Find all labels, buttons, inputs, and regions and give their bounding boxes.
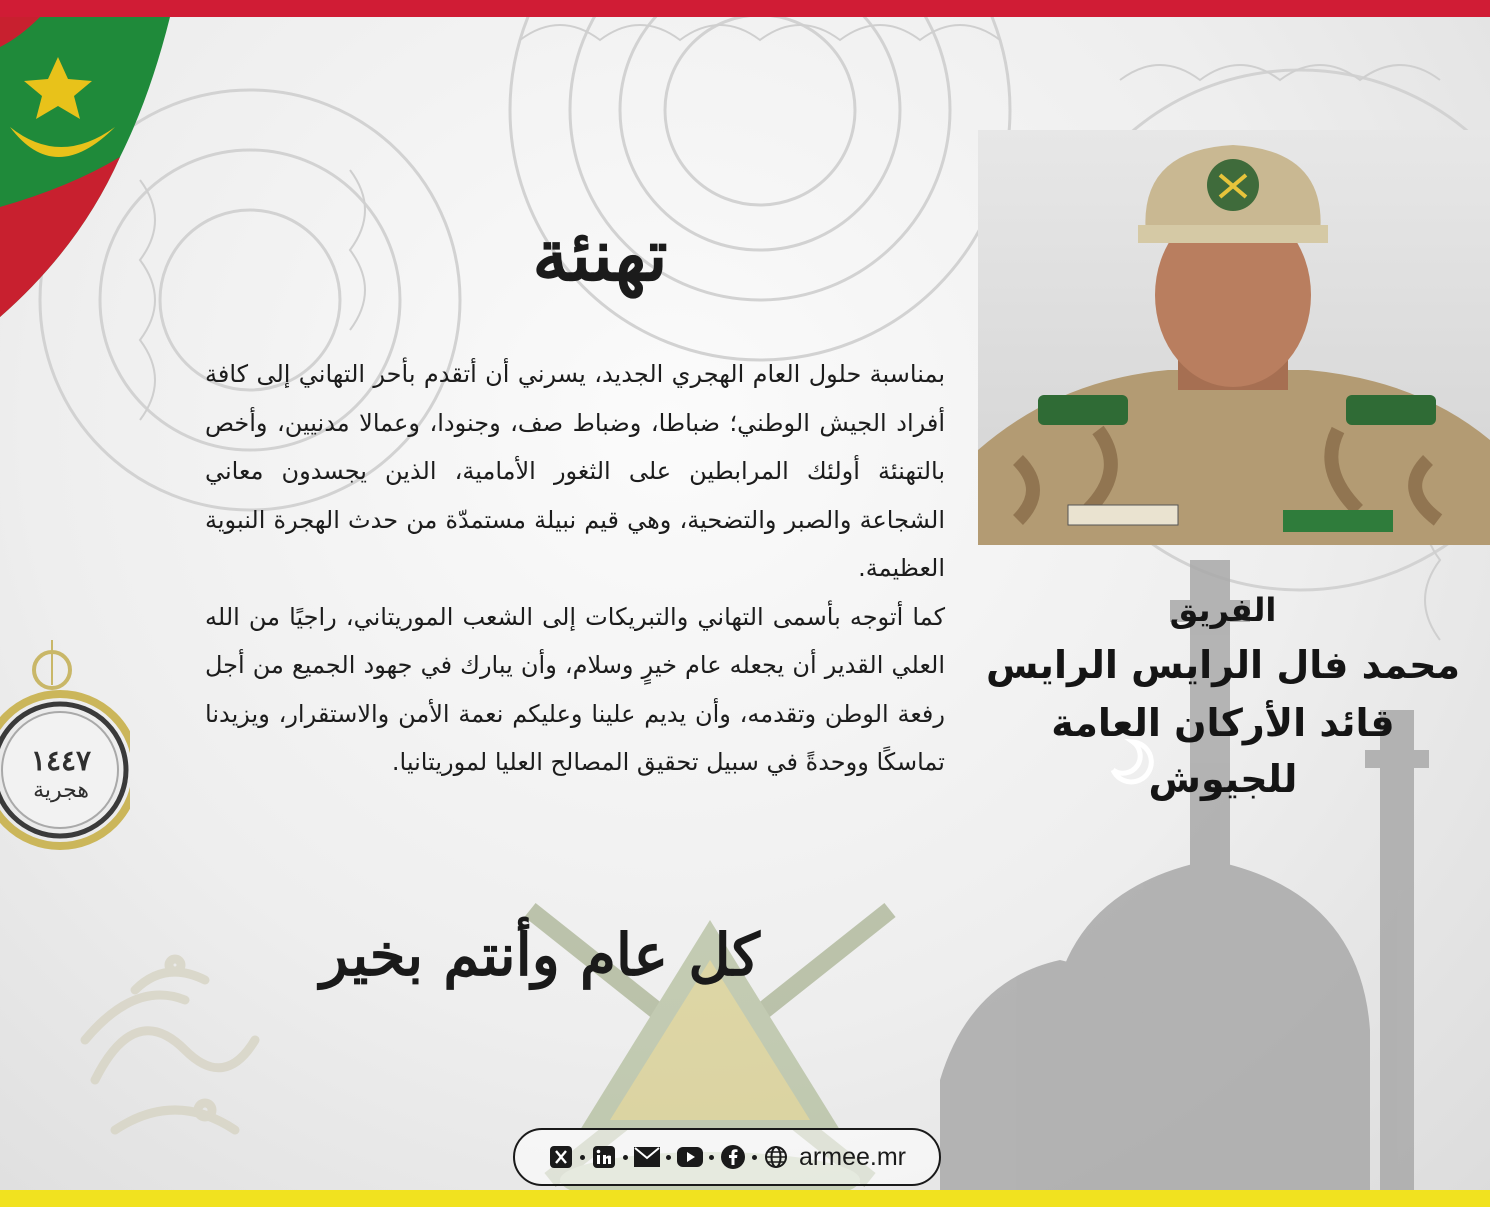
signature-name: محمد فال الرايس الرايس bbox=[985, 643, 1461, 687]
x-icon[interactable] bbox=[548, 1144, 574, 1170]
medallion-text bbox=[16, 745, 106, 805]
globe-icon bbox=[763, 1144, 789, 1170]
greeting-letter bbox=[205, 350, 945, 787]
mauritania-flag bbox=[0, 17, 200, 337]
youtube-icon[interactable] bbox=[677, 1144, 703, 1170]
hijri-year: ١٤٤٧ bbox=[30, 744, 92, 777]
top-color-bar bbox=[0, 0, 1490, 17]
signature-block bbox=[978, 585, 1468, 807]
mail-icon[interactable] bbox=[634, 1144, 660, 1170]
social-links-bar bbox=[513, 1128, 941, 1186]
letter-paragraph-1: بمناسبة حلول العام الهجري الجديد، يسرني أن أتقدم بأحر التهاني إلى كافة أفراد الجيش الوطني؛ ضباطا، وضباط صف، وجنودا، وعمالا مدنيين، وأخص بالتهنئة أولئك المرابطين على الثغور الأمامية، الذين يجسدون معاني الشجاعة والصبر والتضحية، وهي قيم نبيلة مستمدّة من حدث الهجرة النبوية العظيمة. bbox=[205, 360, 945, 582]
separator-dot bbox=[580, 1155, 585, 1160]
general-portrait bbox=[978, 130, 1490, 545]
hijri-year-medallion bbox=[0, 640, 130, 880]
linkedin-icon[interactable] bbox=[591, 1144, 617, 1170]
separator-dot bbox=[666, 1155, 671, 1160]
bottom-color-bar bbox=[0, 1190, 1490, 1207]
hijri-label: هجرية bbox=[33, 778, 89, 803]
separator-dot bbox=[709, 1155, 714, 1160]
signature-position: قائد الأركان العامة للجيوش bbox=[1051, 701, 1395, 801]
website-link[interactable]: armee.mr bbox=[799, 1142, 906, 1171]
closing-greeting: كل عام وأنتم بخير bbox=[320, 921, 760, 989]
hijri-calligraphy-watermark bbox=[55, 930, 275, 1160]
portrait-image bbox=[978, 130, 1490, 545]
letter-paragraph-2: كما أتوجه بأسمى التهاني والتبريكات إلى الشعب الموريتاني، راجيًا من الله العلي القدير أن يجعله عام خيرٍ وسلام، وأن يبارك في جهود الجميع من أجل رفعة الوطن وتقدمه، وأن يديم علينا وعليكم نعمة الأمن والاستقرار، ويزيدنا تماسكًا ووحدةً في سبيل تحقيق المصالح العليا لموريتانيا. bbox=[205, 602, 945, 776]
greeting-title: تهنئة bbox=[532, 212, 668, 297]
facebook-icon[interactable] bbox=[720, 1144, 746, 1170]
signature-rank: الفريق bbox=[1169, 591, 1277, 629]
separator-dot bbox=[752, 1155, 757, 1160]
separator-dot bbox=[623, 1155, 628, 1160]
